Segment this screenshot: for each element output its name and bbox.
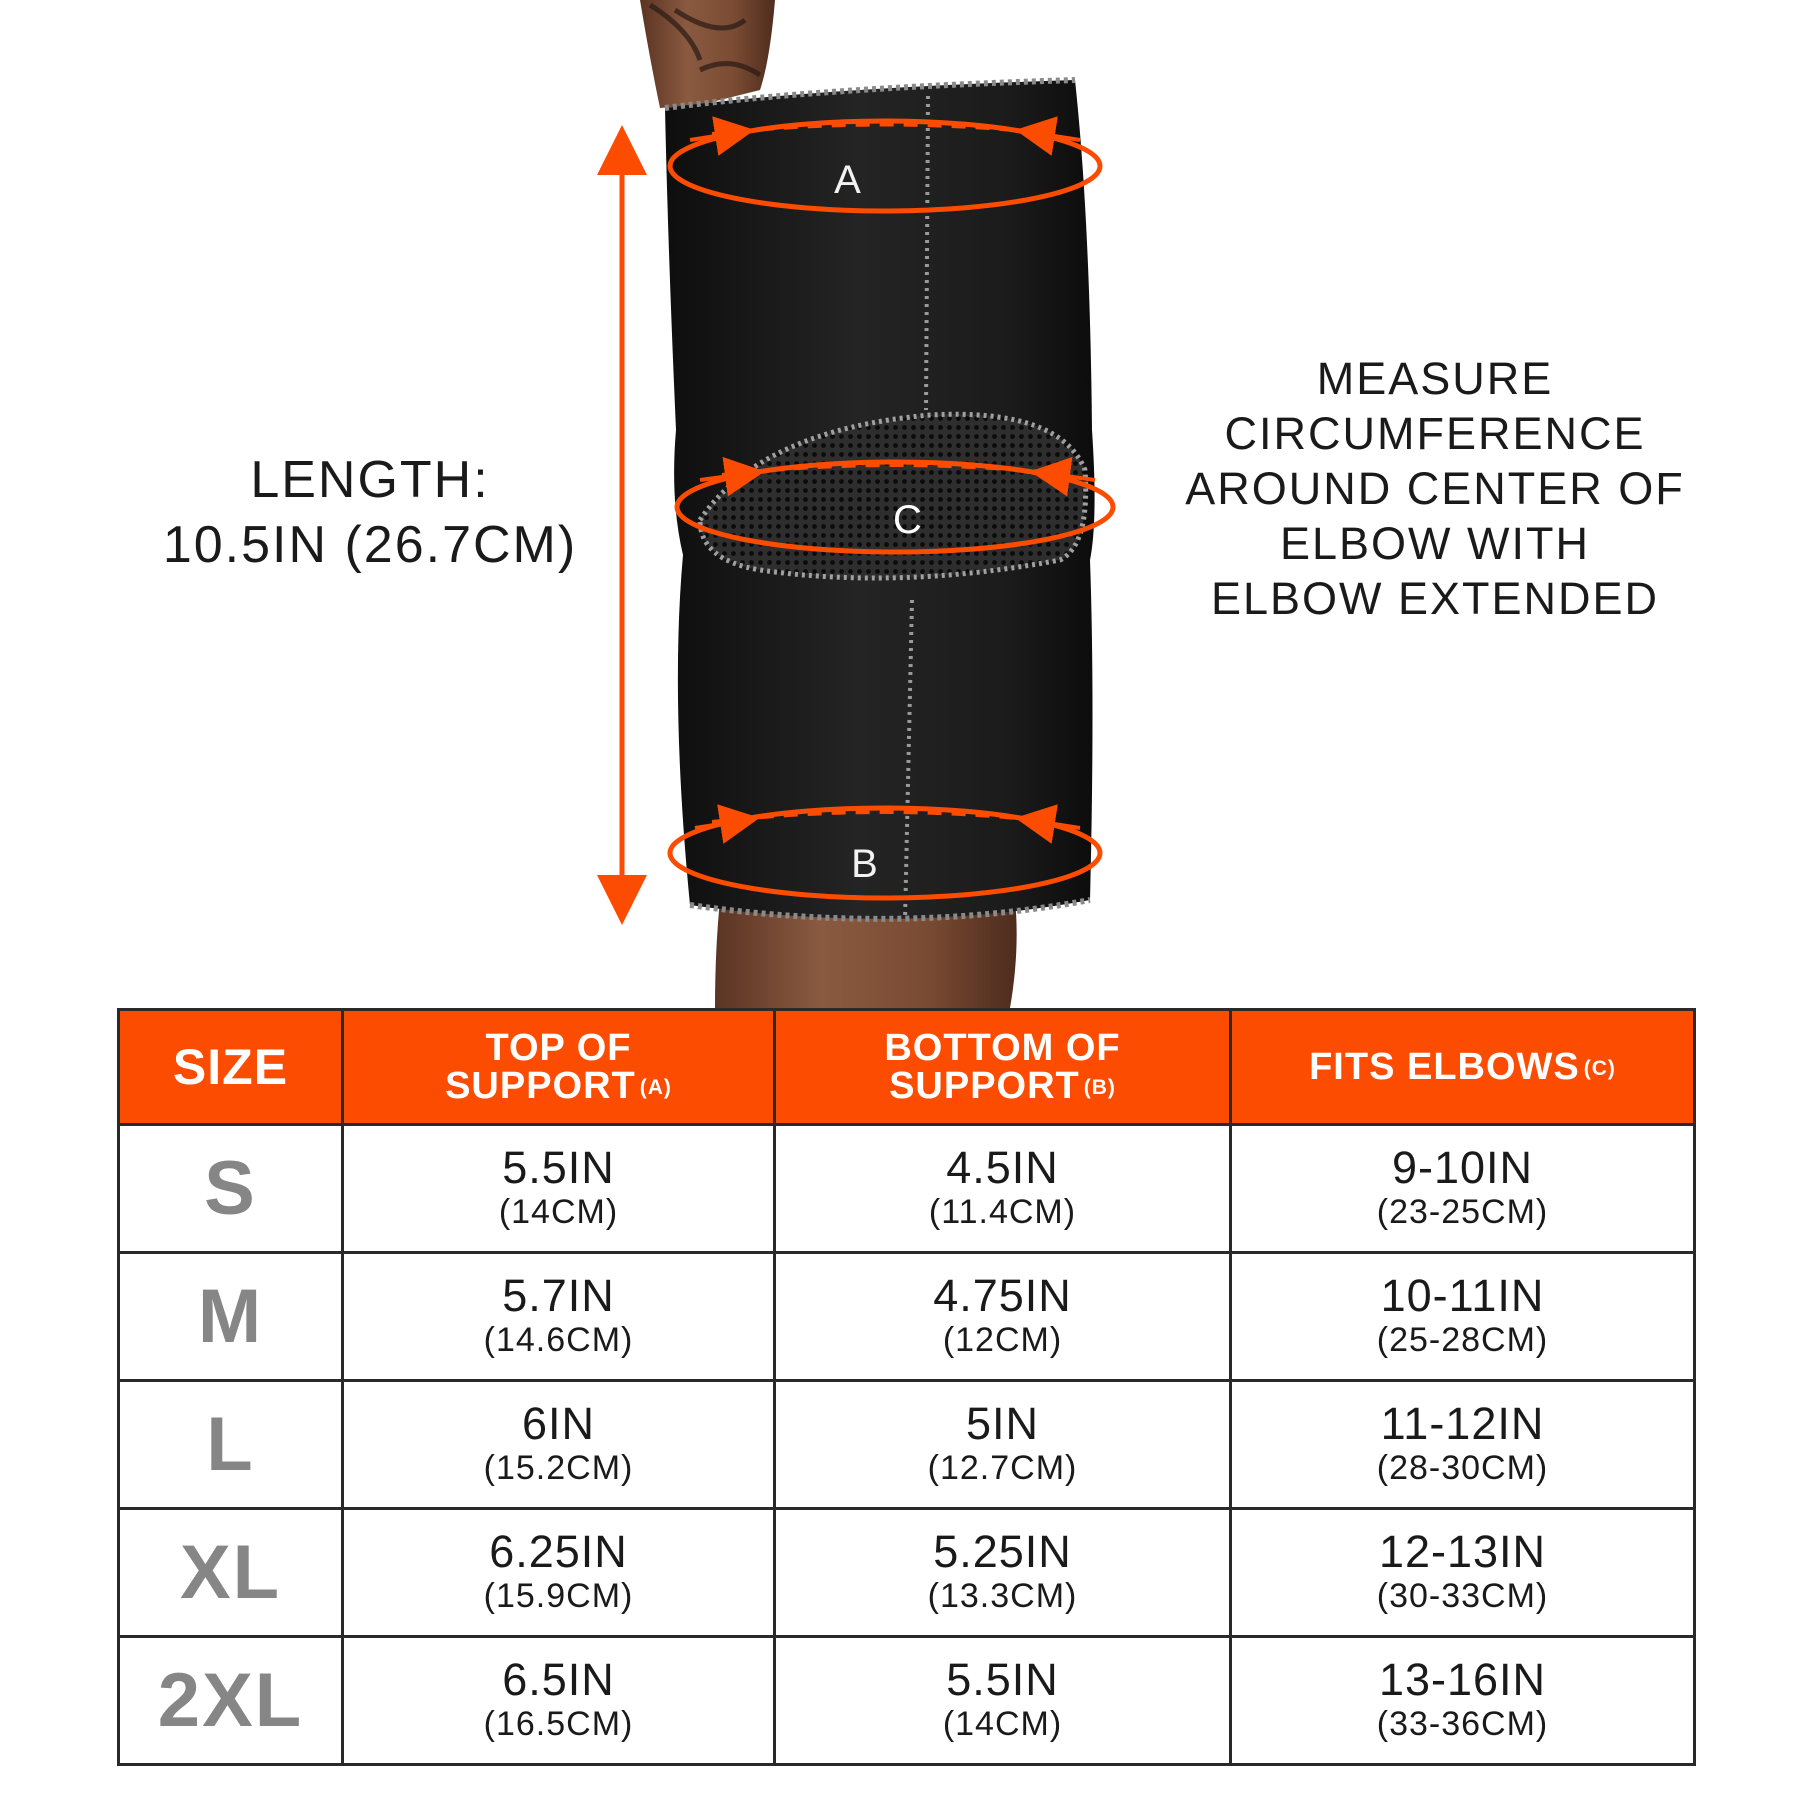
ring-label-c: C bbox=[893, 498, 923, 542]
ring-label-a: A bbox=[834, 158, 862, 202]
top-cell: 6IN (15.2CM) bbox=[343, 1381, 775, 1509]
size-cell: 2XL bbox=[119, 1637, 343, 1765]
size-table bbox=[117, 1008, 1696, 1766]
top-cell: 5.5IN (14CM) bbox=[343, 1125, 775, 1253]
header-top-of-support: TOP OF SUPPORT (A) bbox=[343, 1010, 775, 1125]
size-cell: S bbox=[119, 1125, 343, 1253]
size-cell: L bbox=[119, 1381, 343, 1509]
size-cell: XL bbox=[119, 1509, 343, 1637]
length-annotation bbox=[120, 448, 620, 578]
fits-cell: 12-13IN (30-33CM) bbox=[1231, 1509, 1695, 1637]
table-header-row bbox=[119, 1010, 1695, 1125]
ring-label-b: B bbox=[851, 842, 879, 886]
measure-instruction bbox=[1155, 352, 1715, 626]
measure-line: ELBOW WITH bbox=[1280, 517, 1590, 569]
top-cell: 6.5IN (16.5CM) bbox=[343, 1637, 775, 1765]
bottom-cell: 5.25IN (13.3CM) bbox=[775, 1509, 1231, 1637]
header-fits-elbows: FITS ELBOWS (C) bbox=[1231, 1010, 1695, 1125]
table-row bbox=[119, 1637, 1695, 1765]
fits-cell: 10-11IN (25-28CM) bbox=[1231, 1253, 1695, 1381]
measure-line: MEASURE bbox=[1316, 353, 1554, 404]
length-line: LENGTH: bbox=[250, 451, 490, 509]
bottom-cell: 5IN (12.7CM) bbox=[775, 1381, 1231, 1509]
bottom-cell: 4.5IN (11.4CM) bbox=[775, 1125, 1231, 1253]
table-row bbox=[119, 1253, 1695, 1381]
table-row bbox=[119, 1509, 1695, 1637]
measure-line: ELBOW EXTENDED bbox=[1210, 572, 1660, 624]
measure-line: AROUND CENTER OF bbox=[1185, 462, 1685, 514]
fits-cell: 9-10IN (23-25CM) bbox=[1231, 1125, 1695, 1253]
bottom-cell: 5.5IN (14CM) bbox=[775, 1637, 1231, 1765]
header-bottom-of-support: BOTTOM OF SUPPORT (B) bbox=[775, 1010, 1231, 1125]
table-row bbox=[119, 1381, 1695, 1509]
top-cell: 6.25IN (15.9CM) bbox=[343, 1509, 775, 1637]
table-row bbox=[119, 1125, 1695, 1253]
length-line: 10.5IN (26.7CM) bbox=[162, 516, 578, 574]
header-size: SIZE bbox=[119, 1010, 343, 1125]
bottom-cell: 4.75IN (12CM) bbox=[775, 1253, 1231, 1381]
fits-cell: 11-12IN (28-30CM) bbox=[1231, 1381, 1695, 1509]
measure-line: CIRCUMFERENCE bbox=[1224, 407, 1646, 459]
fits-cell: 13-16IN (33-36CM) bbox=[1231, 1637, 1695, 1765]
upper-arm-skin bbox=[640, 0, 775, 108]
size-cell: M bbox=[119, 1253, 343, 1381]
top-cell: 5.7IN (14.6CM) bbox=[343, 1253, 775, 1381]
